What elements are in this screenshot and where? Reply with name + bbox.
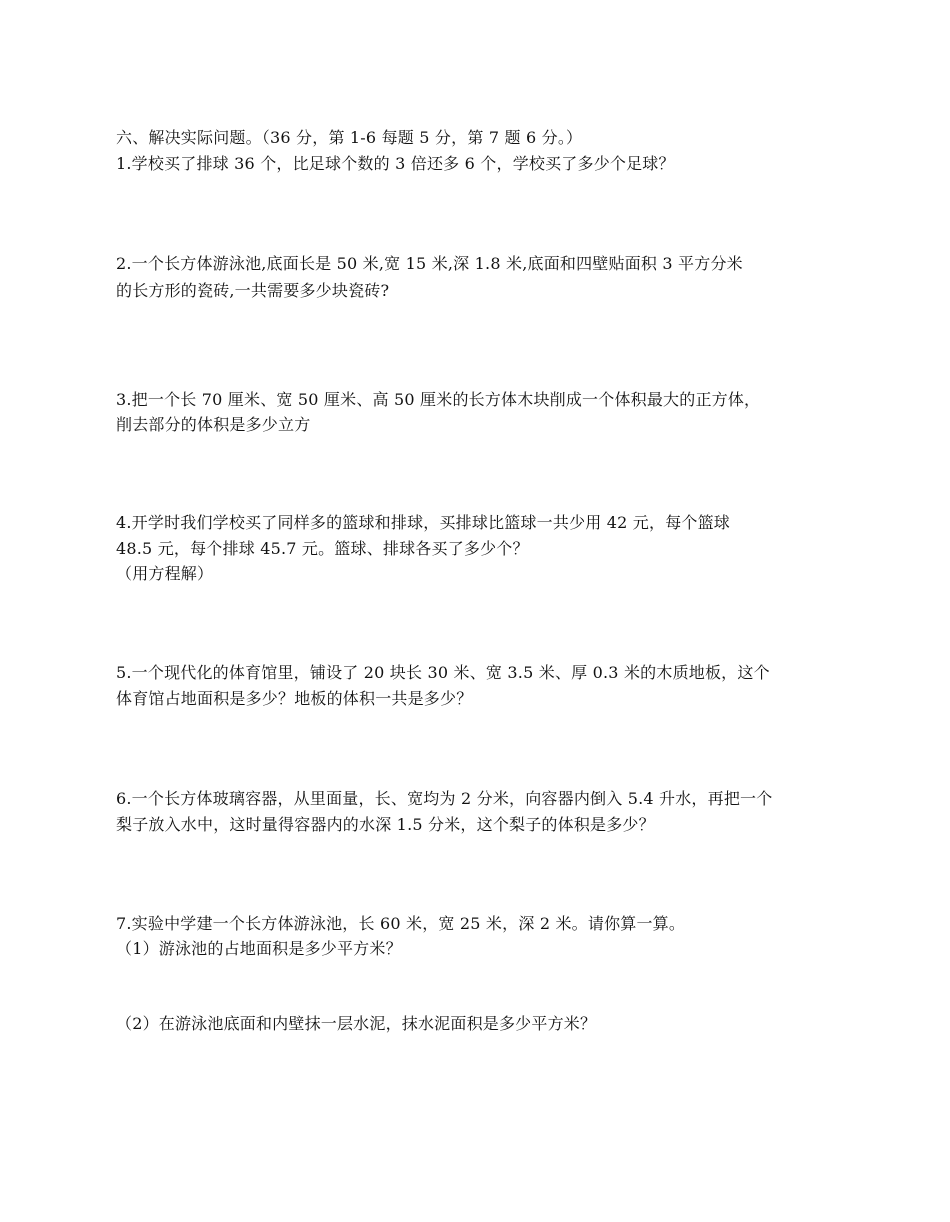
problem-2-text: 2.一个长方体游泳池,底面长是 50 米,宽 15 米,深 1.8 米,底面和四壁贴面积 3 平方分米 bbox=[116, 254, 743, 273]
problem-7-subpart-2: （2）在游泳池底面和内壁抹一层水泥，抹水泥面积是多少平方米？ bbox=[116, 1014, 597, 1033]
problem-4-text: 4.开学时我们学校买了同样多的篮球和排球，买排球比篮球一共少用 42 元，每个篮球 bbox=[116, 513, 730, 532]
section-heading: 六、解决实际问题。（36 分，第 1-6 每题 5 分，第 7 题 6 分。） bbox=[116, 128, 583, 147]
problem-3-text: 削去部分的体积是多少立方 bbox=[116, 415, 311, 434]
problem-2-text: 的长方形的瓷砖,一共需要多少块瓷砖? bbox=[116, 281, 390, 300]
problem-1-text: 1.学校买了排球 36 个，比足球个数的 3 倍还多 6 个，学校买了多少个足球？ bbox=[116, 154, 675, 173]
problem-4-note: （用方程解） bbox=[116, 564, 214, 583]
problem-6-text: 6.一个长方体玻璃容器，从里面量，长、宽均为 2 分米，向容器内倒入 5.4 升水，再把一个 bbox=[116, 789, 773, 808]
problem-4-text: 48.5 元，每个排球 45.7 元。篮球、排球各买了多少个？ bbox=[116, 539, 529, 558]
problem-5-text: 5.一个现代化的体育馆里，铺设了 20 块长 30 米、宽 3.5 米、厚 0.3 米的木质地板，这个 bbox=[116, 663, 770, 682]
problem-7-subpart-1: （1）游泳池的占地面积是多少平方米？ bbox=[116, 939, 402, 958]
problem-5-text: 体育馆占地面积是多少？地板的体积一共是多少？ bbox=[116, 689, 473, 708]
problem-3-text: 3.把一个长 70 厘米、宽 50 厘米、高 50 厘米的长方体木块削成一个体积最大的正方体， bbox=[116, 390, 761, 409]
problem-7-text: 7.实验中学建一个长方体游泳池，长 60 米，宽 25 米，深 2 米。请你算一算。 bbox=[116, 914, 686, 933]
problem-6-text: 梨子放入水中，这时量得容器内的水深 1.5 分米，这个梨子的体积是多少？ bbox=[116, 815, 655, 834]
